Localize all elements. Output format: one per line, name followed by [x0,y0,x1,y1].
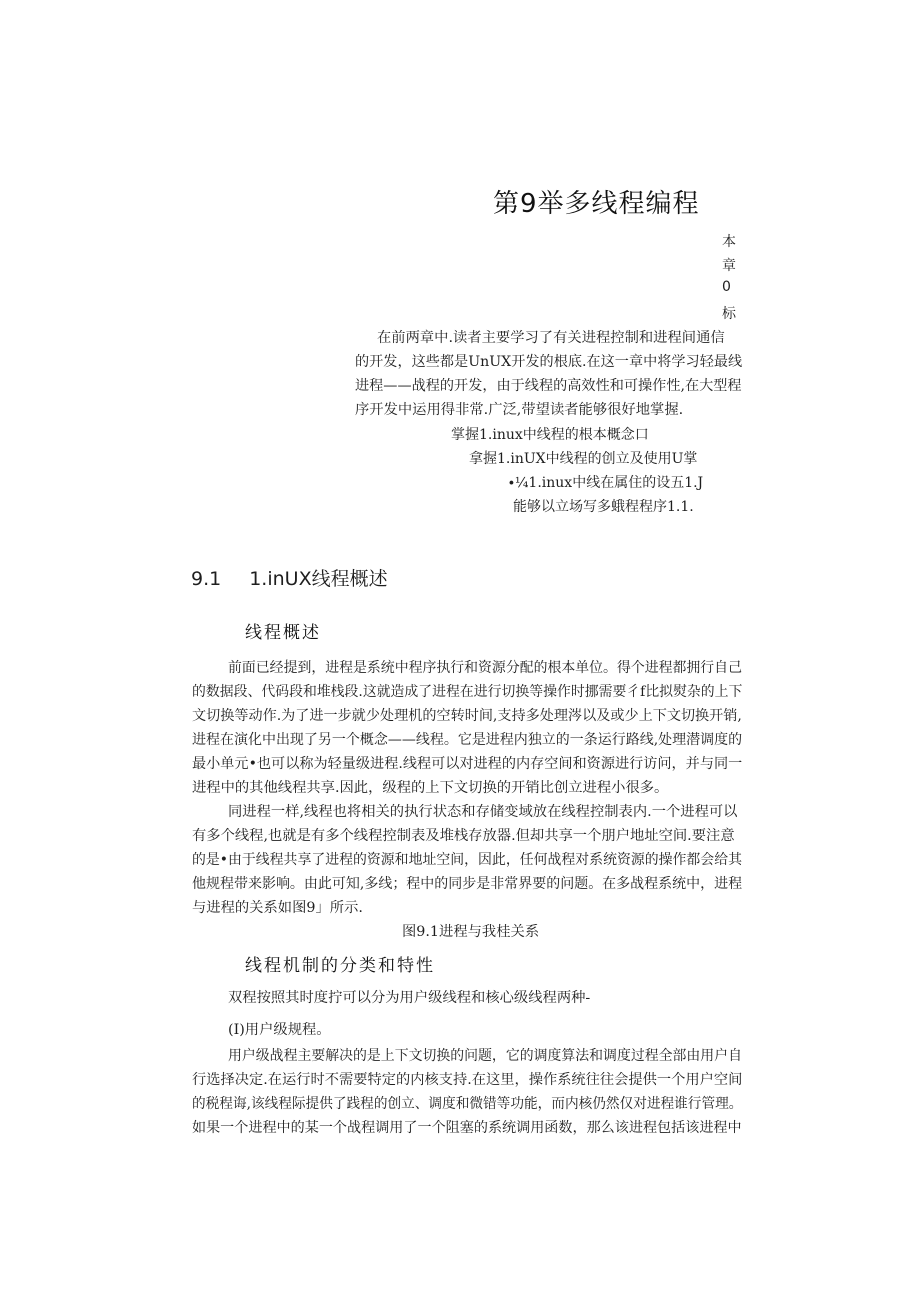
section-title: 1.inUX线程概述 [249,568,388,590]
chapter-goal-label-char: 本 [722,234,736,250]
body-line: 同进程一样,线程也将相关的执行状态和存储变域放在线程控制表内.一个进程可以 [228,804,738,820]
body-line: (I)用户级规程。 [228,1022,331,1038]
figure-caption: 图9.1进程与我桂关系 [402,924,540,940]
intro-line: 序开发中运用得非常.广泛,带望读者能够很好地掌握. [355,402,684,418]
chapter-title: 第9举多线程编程 [493,189,700,219]
goal-item: 能够以立场写多蛾程程序1.1. [513,499,694,515]
goal-item: 掌握1.inux中线程的根本概念口 [451,427,649,443]
section-number: 9.1 [191,568,222,590]
intro-line: 在前两章中.读者主要学习了有关进程控制和进程间通信 [377,330,725,346]
subsection-title: 线程机制的分类和特性 [245,956,435,976]
body-line: 如果一个进程中的某一个战程调用了一个阻塞的系统调用函数，那么该进程包括该进程中 [192,1120,742,1136]
chapter-goal-label-char: 标 [722,306,736,322]
intro-line: 的开发，这些都是UnUX开发的根底.在这一章中将学习轻最线 [355,354,743,370]
body-line: 的数据段、代码段和堆栈段.这就造成了进程在进行切换等操作时挪需要彳f比拟熨杂的上下 [192,684,743,700]
body-line: 最小单元•也可以称为轻量级进程.线程可以对进程的内存空间和资源进行访问，并与同一 [192,756,743,772]
body-line: 有多个线程,也就是有多个线程控制表及堆栈存放器.但却共享一个朋户地址空间.要注意 [192,828,735,844]
chapter-goal-label-char: 章 [722,258,736,274]
goal-item: 拿握1.inUX中线程的创立及使用U掌 [469,451,698,467]
body-line: 文切换等动作.为了进一步就少处理机的空转时间,支持多处理涔以及或少上下文切换开销, [192,708,742,724]
subsection-title: 线程概述 [245,623,321,643]
section-heading [191,564,388,591]
body-line: 与进程的关系如图9」所示. [192,900,363,916]
body-line: 进程在演化中出现了另一个概念——线程。它是进程内独立的一条运行路线,处理潜调度的 [192,732,743,748]
body-line: 前面已经提到，进程是系统中程序执行和资源分配的根本单位。得个进程都拥行自己 [228,660,742,676]
body-line: 用户级战程主要解决的是上下文切换的问题，它的调度算法和调度过程全部由用户自 [228,1048,742,1064]
body-line: 行选择决定.在运行时不需要特定的内核支持.在这里，操作系统往往会提供一个用户空间 [192,1072,743,1088]
body-line: 进程中的其他线程共享.因此，级程的上下文切换的开销比创立进程小很多。 [192,780,669,796]
chapter-goal-label-char: 0 [722,279,731,295]
body-line: 双程按照其时度拧可以分为用户级线程和核心级线程两种- [228,990,591,1006]
body-line: 的税程诲,该线程际提供了践程的创立、调度和微错等功能，而内核仍然仅对进程谁行管理。 [192,1096,743,1112]
intro-line: 进程——战程的开发，由于线程的高效性和可操作性,在大型程 [355,378,742,394]
goal-item: ∙¼1.inux中线在属住的设五1.J [508,475,704,491]
body-line: 的是•由于线程共享了进程的资源和地址空间，因此，任何战程对系统资源的操作都会给其 [192,852,742,868]
body-line: 他规程带来影响。由此可知,多线；程中的同步是非常界要的问题。在多战程系统中，进程 [192,876,743,892]
